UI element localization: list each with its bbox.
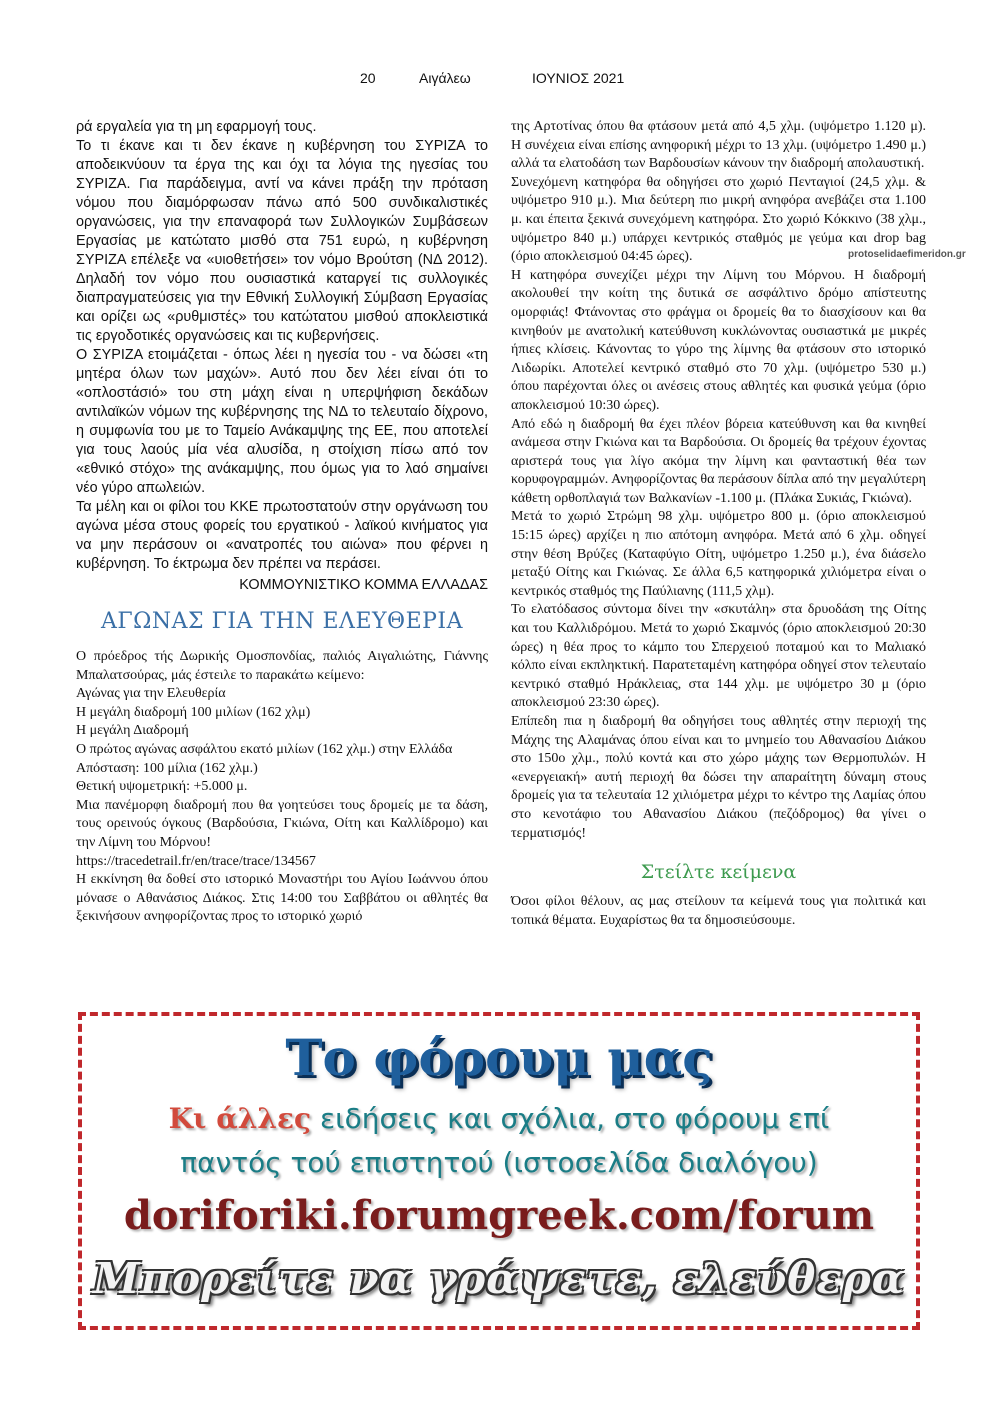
- article-line: Η μεγάλη διαδρομή 100 μιλίων (162 χλμ): [76, 704, 311, 720]
- article-line: Ο πρόεδρος τής Δωρικής Ομοσπονδίας, παλιός Αιγαλιώτης, Γιάννης Μπαλατσούρας, μάς έστειλε το παρακάτω κείμενο:: [76, 649, 488, 683]
- article-paragraph: ρά εργαλεία για τη μη εφαρμογή τους.: [76, 119, 317, 135]
- publication-name: Αιγάλεω: [419, 70, 471, 86]
- forum-tagline-1: [82, 1102, 916, 1135]
- article-paragraph: της Αρτοτίνας όπου θα φτάσουν μετά από 4,5 χλμ. (υψόμετρο 1.120 μ). Η συνέχεια είναι επίσης ανηφορική μέχρι το 13 χλμ. (υψόμετρο 1.490 μ.) αλλά τα ελατοδάση των Βαρδουσίων κάνουν την διαδρομή απολαυστική.: [511, 119, 926, 172]
- article-paragraph: Η κατηφόρα συνεχίζει μέχρι την Λίμνη του Μόρνου. Η διαδρομή ακολουθεί την κοίτη της δυτικά σε ασφάλτινο δρόμο απίστευτης ομορφιάς! Φτάνοντας στο φράγμα οι δρομείς θα το διασχίσουν και θα κινηθούν με ανατολική κατεύθυνση κυκλώνοντας ουσιαστικά με μικρές ήπιες κλίσεις. Κάνοντας το γύρο της λίμνης θα φτάσουν στο ιστορικό Λιδωρίκι. Αποτελεί κεντρικό σταθμό στο 70 χλμ. (υψόμετρο 530 μ.) όπου παρέχονται όλες οι ανέσεις στους αθλητές και φυσικά γεύμα (όριο αποκλεισμού 10:30 ώρες).: [511, 267, 926, 413]
- article-paragraph: Τα μέλη και οι φίλοι του ΚΚΕ πρωτοστατούν στην οργάνωση του αγώνα μέσα στους φορείς του εργατικού - λαϊκού κινήματος για να μην περάσουν οι «ανατροπές του αιώνα» που φέρνει η κυβέρνηση. Το έκτρωμα δεν πρέπει να περάσει.: [76, 499, 488, 572]
- forum-url-link[interactable]: doriforiki.forumgreek.com/forum: [123, 1192, 875, 1239]
- article-paragraph: Συνεχόμενη κατηφόρα θα οδηγήσει στο χωριό Πενταγιοί (24,5 χλμ. & υψόμετρο 910 μ.). Μια δεύτερη πιο μικρή ανηφόρα ανεβάζει στα 1.100 μ. και έπειτα ξεκινά συνεχόμενη κατηφόρα. Στο χωριό Κόκκινο (38 χλμ., υψόμετρο 840 μ.) υπάρχει κεντρικός σταθμός με γεύμα και drop bag (όριο αποκλεισμού 04:45 ώρες).: [511, 174, 926, 265]
- page-number: 20: [360, 70, 376, 86]
- send-texts-title: Στείλτε κείμενα: [640, 861, 797, 884]
- race-article: [76, 648, 488, 927]
- page-header: [0, 70, 1000, 90]
- article-paragraph: Επίπεδη πια η διαδρομή θα οδηγήσει τους αθλητές στην περιοχή της Μάχης της Αλαμάνας όπου είναι και το μνημείο του Αθανασίου Διάκου στο 150ο χλμ., πολύ κοντά και στο χώρο μάχης των Θερμοπυλών. Η «ενεργειακή» αυτή περιοχή θα δώσει την απαραίτητη δύναμη στους δρομείς για τα τελευταία 12 χιλιόμετρα μέχρι το κέντρο της Λαμίας όπου στο κενοτάφιο του Αθανασίου Διάκου (πεζόδρομος) θα γίνει ο τερματισμός!: [511, 714, 926, 841]
- article-paragraph: Το τι έκανε και τι δεν έκανε η κυβέρνηση του ΣΥΡΙΖΑ το αποδεικνύουν τα έργα της και όχι τα λόγια της ηγεσίας του ΣΥΡΙΖΑ. Για παράδειγμα, αντί να κάνει πράξη την πρόταση νόμου που διαμόρφωσαν πάνω από 500 συνδικαλιστικές οργανώσεις, για την επαναφορά των Συλλογικών Συμβάσεων Εργασίας με κατώτατο μισθό στα 751 ευρώ, η κυβέρνηση ΣΥΡΙΖΑ επέλεξε να «υιοθετήσει» τον νόμο Βρούτση (ΝΔ 2012). Δηλαδή τον νόμο που ουσιαστικά καταργεί τις συλλογικές διαπραγματεύσεις για την Εθνική Συλλογική Σύμβαση Εργασίας και ορίζει ως «ρυθμιστές» του κατώτατου μισθού αποκλειστικά τις εργοδοτικές οργανώσεις και τις κυβερνήσεις.: [76, 138, 488, 344]
- article-line: Μια πανέμορφη διαδρομή που θα γοητεύσει τους δρομείς με τα δάση, τους ορεινούς όγκους (Βαρδούσια, Γκιώνα, Οίτη και Καλλίδρομο) και την Λίμνη του Μόρνου!: [76, 797, 488, 850]
- article-line: Αγώνας για την Ελευθερία: [76, 686, 226, 702]
- article-line: Ο πρώτος αγώνας ασφάλτου εκατό μιλίων (162 χλμ.) στην Ελλάδα: [76, 741, 453, 757]
- race-article-continued: [511, 118, 926, 843]
- article-paragraph: Μετά το χωριό Στρώμη 98 χλμ. υψόμετρο 800 μ. (όριο αποκλεισμού 15:15 ώρες) αρχίζει η πιο απότομη ανηφόρα. Μετά από 6 χλμ. οδηγεί στην θέση Βρύζες (Καταφύγιο Οίτη, υψόμετρο 1.250 μ.), ένα διάσελο μεταξύ Οίτης και Γκιώνας. Σε άλλα 6,5 κατηφορικά χιλιόμετρα είναι ο κεντρικός σταθμός της Παύλιανης (111,5 χλμ).: [511, 509, 926, 599]
- article-paragraph: Ο ΣΥΡΙΖΑ ετοιμάζεται - όπως λέει η ηγεσία του - να δώσει «τη μητέρα όλων των μαχών». Αυτό που δεν λέει είναι ότι το «οπλοστάσιό» του στη μάχη είναι η υπερψήφιση δεκάδων αντιλαϊκών νόμων της κυβέρνησης της ΝΔ το τελευταίο δίχρονο, η συμφωνία του με το Ταμείο Ανάκαμψης της ΕΕ, που αποτελεί για τους λαούς μία νέα αλυσίδα, η στοίχιση πίσω από τον «εθνικό στόχο» της ανάκαμψης, που όμως για το λαό σημαίνει νέο γύρο απωλειών.: [76, 347, 488, 496]
- right-column: [511, 118, 926, 930]
- article-paragraph: Το ελατόδασος σύντομα δίνει την «σκυτάλη» στα δρυοδάση της Οίτης και του Καλλιδρόμου. Μετά το χωριό Σκαμνός (όριο αποκλεισμού 20:30 ώρες) η θέα προς το κάμπο του Σπερχειού ποταμού και το Μαλιακό κόλπο είναι εκπληκτική. Παρατεταμένη κατηφόρα οδηγεί στον τελευταίο κεντρικό σταθμό Ηράκλειας, στα 144 χλμ. με υψόμετρο 30 μ (όριο αποκλεισμού 23:30 ώρες).: [511, 602, 926, 711]
- article-line: Απόσταση: 100 μίλια (162 χλμ.): [76, 760, 258, 776]
- forum-highlight: Κι άλλες: [168, 1102, 312, 1135]
- issue-date: ΙΟΥΝΙΟΣ 2021: [532, 70, 625, 86]
- left-column: [76, 118, 488, 927]
- article-title: ΑΓΩΝΑΣ ΓΙΑ ΤΗΝ ΕΛΕΥΘΕΡΙΑ: [100, 609, 464, 634]
- article-paragraph: Από εδώ η διαδρομή θα έχει πλέον βόρεια κατεύθυνση και θα κινηθεί ανάμεσα στην Γκιώνα και τα Βαρδούσια. Οι δρομείς θα τρέχουν έχοντας αριστερά τους για λίγο ακόμα την λίμνη και φανταστική θέα των κορυφογραμμών. Ανηφορίζοντας θα περάσουν δίπλα από την μεγαλύτερη κάθετη ορθοπλαγιά των Βαλκανίων -1.100 μ. (Πλάκα Συκιάς, Γκιώνα).: [511, 416, 926, 506]
- article-line: Θετική υψομετρική: +5.000 μ.: [76, 779, 248, 795]
- send-texts-body: [511, 893, 926, 930]
- article-line: Η εκκίνηση θα δοθεί στο ιστορικό Μοναστήρι του Αγίου Ιωάννου όπου μόνασε ο Αθανάσιος Διάκος. Στις 14:00 του Σαββάτου οι αθλητές θα ξεκινήσουν ανηφορίζοντας προς το ιστορικό χωριό: [76, 872, 488, 925]
- watermark: protoselidaefimeridon.gr: [848, 249, 966, 260]
- forum-title: Το φόρουμ μας: [285, 1028, 713, 1087]
- forum-tagline-2: παντός τού επιστητού (ιστοσελίδα διαλόγου): [180, 1146, 818, 1179]
- political-article: [76, 118, 488, 595]
- article-line: Η μεγάλη Διαδρομή: [76, 723, 189, 739]
- trace-link[interactable]: https://tracedetrail.fr/en/trace/trace/134567: [76, 853, 316, 869]
- forum-slogan: Μπορείτε να γράψετε, ελεύθερα: [92, 1254, 906, 1303]
- forum-banner: [78, 1012, 920, 1330]
- article-signature: ΚΟΜΜΟΥΝΙΣΤΙΚΟ ΚΟΜΜΑ ΕΛΛΑΔΑΣ: [239, 577, 488, 593]
- forum-tagline-text: ειδήσεις και σχόλια, στο φόρουμ επί: [311, 1102, 830, 1135]
- send-texts-paragraph: Όσοι φίλοι θέλουν, ας μας στείλουν τα κείμενά τους για πολιτικά και τοπικά θέματα. Ευχαρίστως θα τα δημοσιεύσουμε.: [511, 894, 926, 928]
